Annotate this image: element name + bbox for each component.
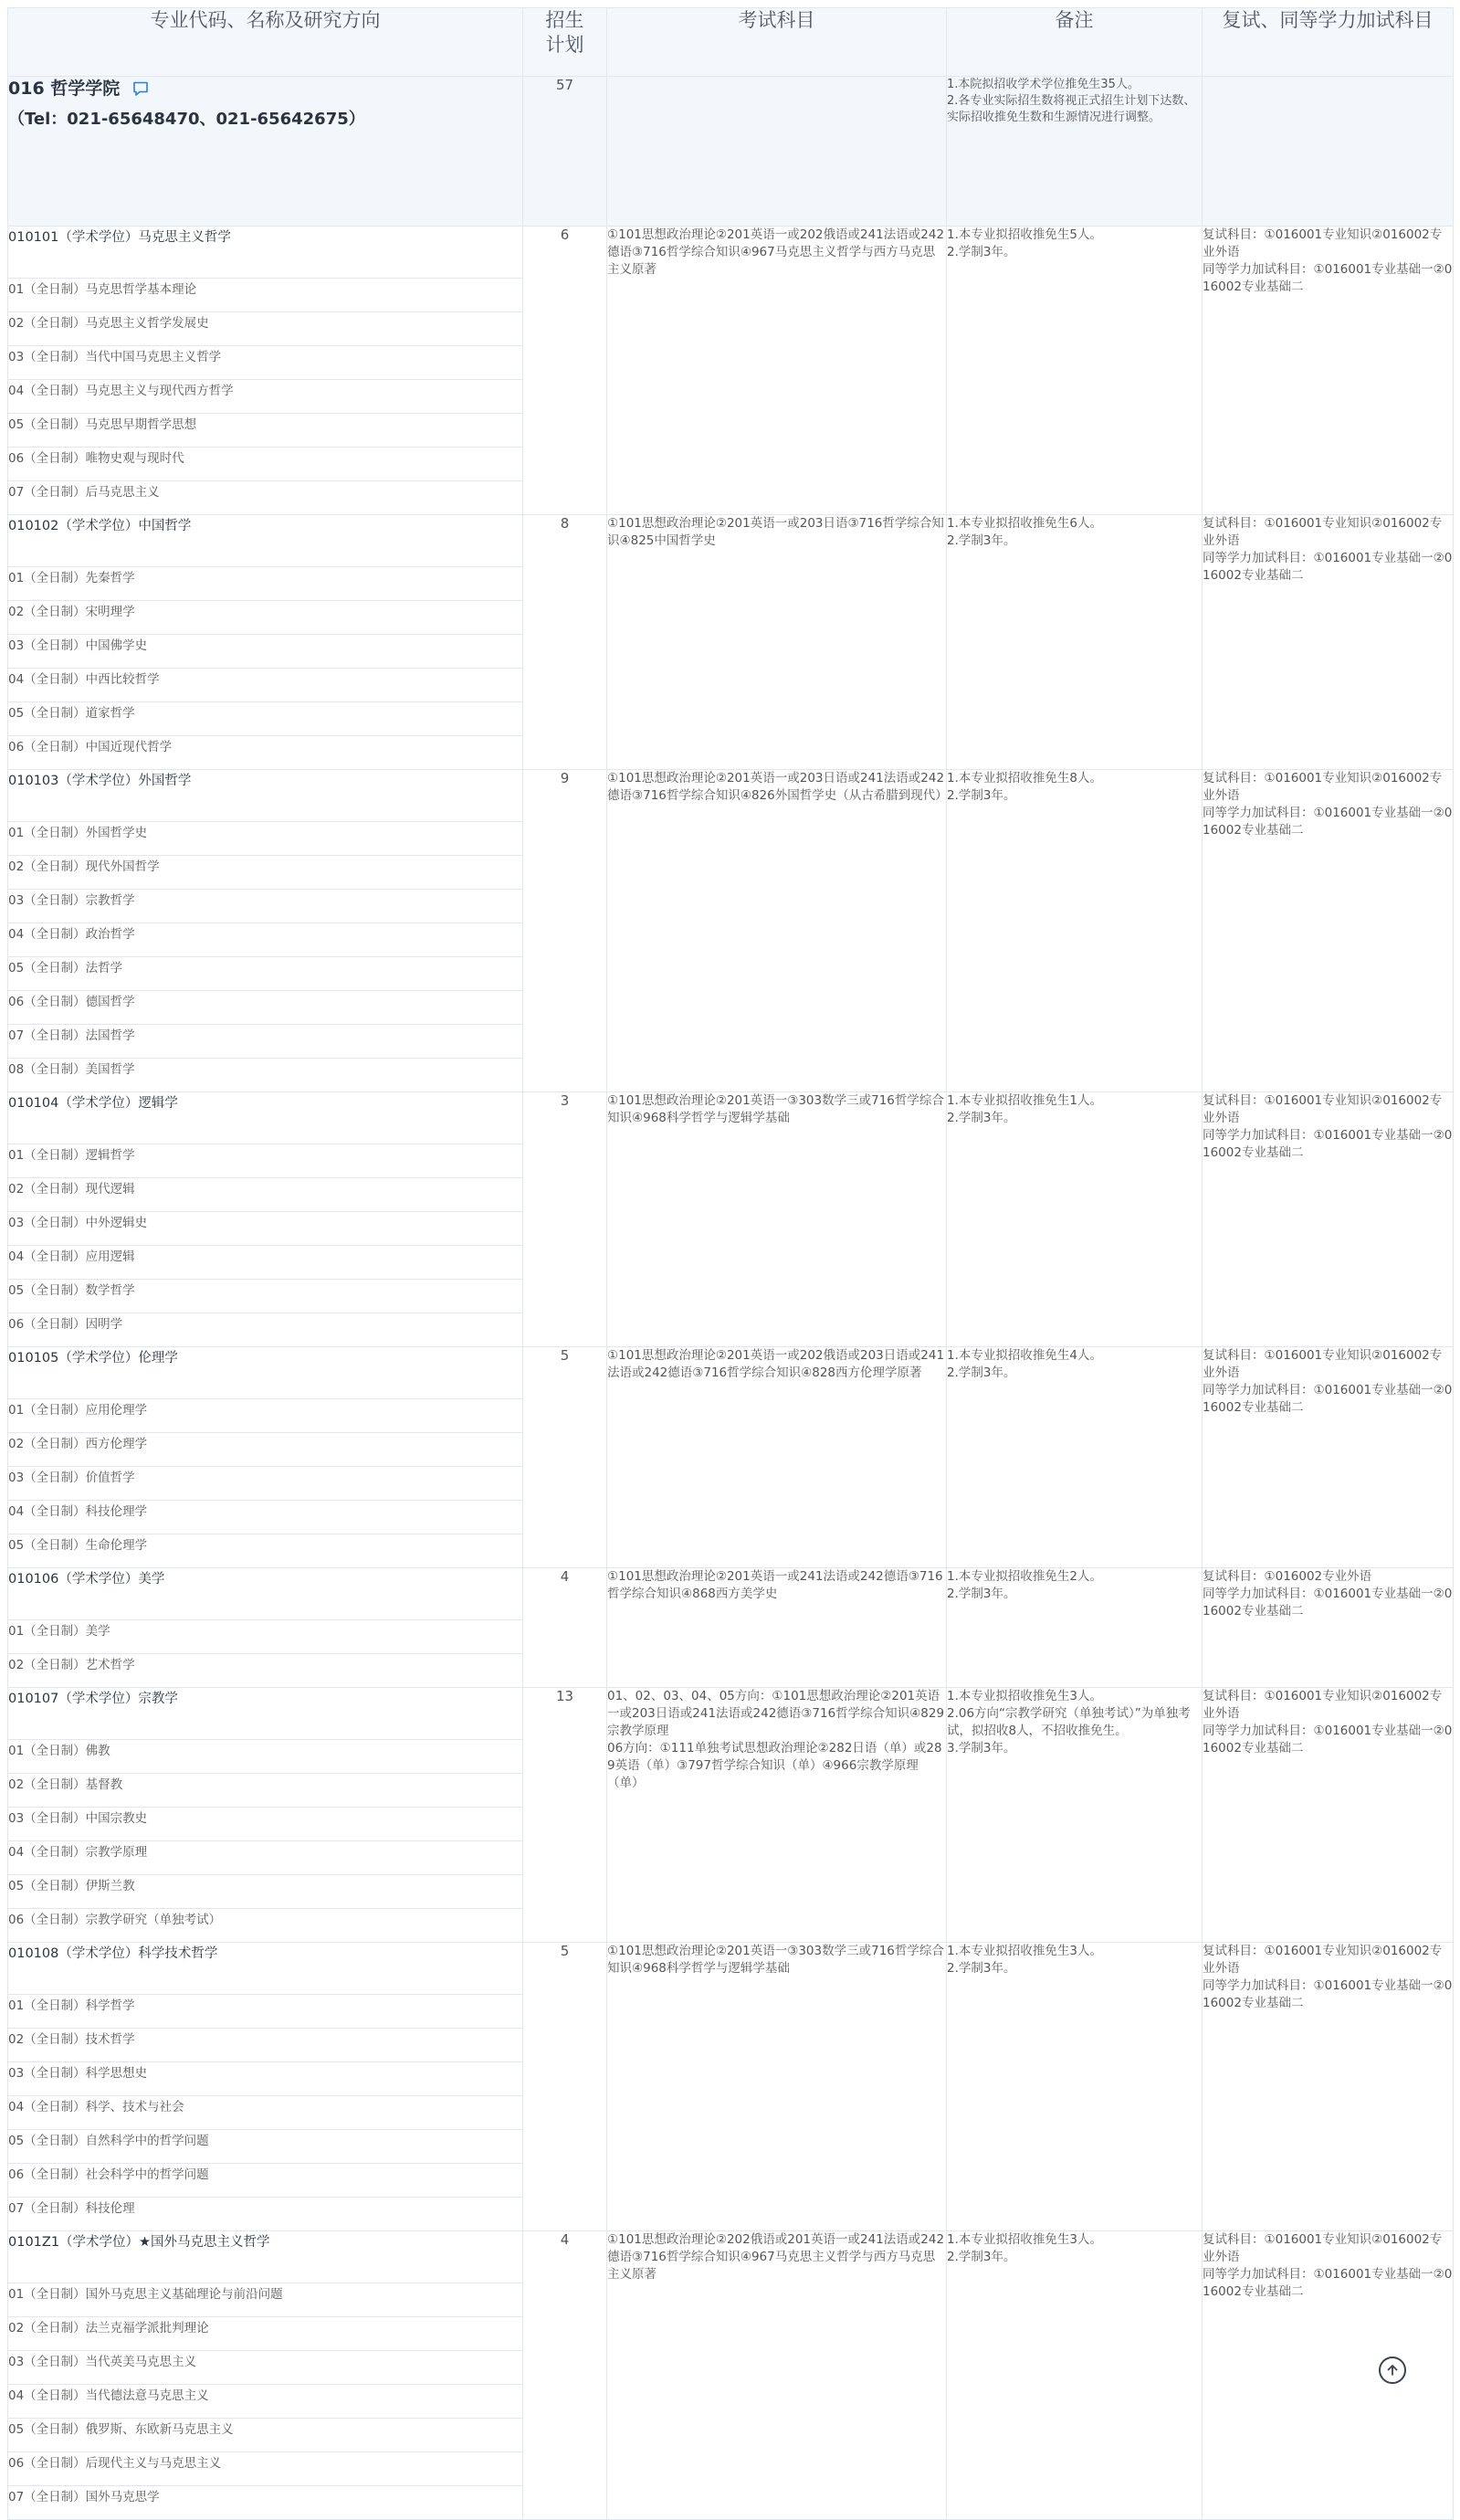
note-line: 2.学制3年。 xyxy=(947,1961,1016,1976)
direction-item: 06（全日制）因明学 xyxy=(8,1313,523,1347)
note-line: 1.本专业拟招收推免生3人。 xyxy=(947,1944,1102,1958)
retest-line: 复试科目：①016001专业知识②016002专业外语 xyxy=(1203,1348,1443,1380)
direction-item: 02（全日制）现代逻辑 xyxy=(8,1178,523,1212)
header-notes: 备注 xyxy=(947,8,1203,77)
major-row xyxy=(8,515,1454,567)
retest-line: 同等学力加试科目：①016001专业基础一②016002专业基础二 xyxy=(1203,262,1453,294)
direction-item: 01（全日制）应用伦理学 xyxy=(8,1399,523,1433)
direction-item: 04（全日制）科学、技术与社会 xyxy=(8,2096,523,2130)
retest-line: 同等学力加试科目：①016001专业基础一②016002专业基础二 xyxy=(1203,551,1453,583)
major-exam-subjects xyxy=(607,1688,947,1943)
major-quota: 4 xyxy=(523,2231,607,2520)
direction-item: 05（全日制）伊斯兰教 xyxy=(8,1875,523,1909)
header-exam: 考试科目 xyxy=(607,8,947,77)
major-quota: 5 xyxy=(523,1347,607,1568)
direction-item: 06（全日制）宗教学研究（单独考试） xyxy=(8,1909,523,1943)
direction-item: 02（全日制）现代外国哲学 xyxy=(8,856,523,890)
direction-item: 01（全日制）外国哲学史 xyxy=(8,822,523,856)
major-exam-subjects: ①101思想政治理论②201英语一③303数学三或716哲学综合知识④968科学哲学与逻辑学基础 xyxy=(607,1943,947,2231)
retest-line: 同等学力加试科目：①016001专业基础一②016002专业基础二 xyxy=(1203,1587,1453,1618)
direction-item: 05（全日制）生命伦理学 xyxy=(8,1534,523,1568)
direction-item: 05（全日制）自然科学中的哲学问题 xyxy=(8,2130,523,2164)
direction-item: 07（全日制）国外马克思学 xyxy=(8,2486,523,2520)
retest-line: 复试科目：①016001专业知识②016002专业外语 xyxy=(1203,516,1443,548)
direction-item: 01（全日制）美学 xyxy=(8,1620,523,1654)
major-title: 010103（学术学位）外国哲学 xyxy=(8,770,523,822)
direction-item: 03（全日制）当代中国马克思主义哲学 xyxy=(8,346,523,380)
direction-item: 02（全日制）法兰克福学派批判理论 xyxy=(8,2317,523,2351)
direction-item: 05（全日制）道家哲学 xyxy=(8,702,523,736)
major-retest-subjects xyxy=(1203,515,1454,770)
direction-item: 02（全日制）技术哲学 xyxy=(8,2029,523,2062)
direction-item: 02（全日制）基督教 xyxy=(8,1774,523,1808)
major-exam-subjects: ①101思想政治理论②201英语一或203日语③716哲学综合知识④825中国哲学史 xyxy=(607,515,947,770)
note-line: 1.本专业拟招收推免生3人。 xyxy=(947,1689,1102,1703)
department-tel: （Tel：021-65648470、021-65642675） xyxy=(8,110,365,129)
direction-item: 03（全日制）科学思想史 xyxy=(8,2062,523,2096)
major-title: 010107（学术学位）宗教学 xyxy=(8,1688,523,1740)
arrow-up-icon xyxy=(1385,2363,1400,2378)
header-quota-line2: 计划 xyxy=(545,34,584,56)
direction-item: 05（全日制）马克思早期哲学思想 xyxy=(8,414,523,448)
direction-item: 01（全日制）先秦哲学 xyxy=(8,567,523,601)
direction-item: 03（全日制）宗教哲学 xyxy=(8,890,523,923)
back-to-top-button[interactable] xyxy=(1379,2357,1406,2384)
department-exam-empty xyxy=(607,77,947,227)
department-notes xyxy=(947,77,1203,227)
major-retest-subjects xyxy=(1203,1568,1454,1688)
note-line: 1.本专业拟招收推免生1人。 xyxy=(947,1093,1102,1108)
major-quota: 13 xyxy=(523,1688,607,1943)
direction-item: 02（全日制）马克思主义哲学发展史 xyxy=(8,312,523,346)
note-line: 2.学制3年。 xyxy=(947,245,1016,259)
major-title: 010105（学术学位）伦理学 xyxy=(8,1347,523,1399)
note-line: 2.学制3年。 xyxy=(947,788,1016,803)
major-row xyxy=(8,1347,1454,1399)
major-row xyxy=(8,2231,1454,2283)
major-retest-subjects xyxy=(1203,1092,1454,1347)
note-line: 1.本专业拟招收推免生3人。 xyxy=(947,2232,1102,2247)
direction-item: 03（全日制）中外逻辑史 xyxy=(8,1212,523,1246)
major-exam-subjects: ①101思想政治理论②201英语一③303数学三或716哲学综合知识④968科学哲学与逻辑学基础 xyxy=(607,1092,947,1347)
note-line: 1.本专业拟招收推免生4人。 xyxy=(947,1348,1102,1363)
direction-item: 02（全日制）艺术哲学 xyxy=(8,1654,523,1688)
major-notes xyxy=(947,2231,1203,2520)
major-row xyxy=(8,227,1454,279)
major-notes xyxy=(947,515,1203,770)
direction-item: 07（全日制）法国哲学 xyxy=(8,1025,523,1059)
admissions-table xyxy=(7,7,1454,2520)
major-row xyxy=(8,1943,1454,1995)
direction-item: 06（全日制）中国近现代哲学 xyxy=(8,736,523,770)
direction-item: 04（全日制）宗教学原理 xyxy=(8,1841,523,1875)
retest-line: 同等学力加试科目：①016001专业基础一②016002专业基础二 xyxy=(1203,1978,1453,2010)
direction-item: 04（全日制）政治哲学 xyxy=(8,923,523,957)
retest-line: 复试科目：①016001专业知识②016002专业外语 xyxy=(1203,1944,1443,1976)
department-note-line: 1.本院拟招收学术学位推免生35人。 xyxy=(947,78,1140,91)
retest-line: 同等学力加试科目：①016001专业基础一②016002专业基础二 xyxy=(1203,1383,1453,1415)
direction-item: 03（全日制）中国佛学史 xyxy=(8,635,523,669)
major-row xyxy=(8,1688,1454,1740)
major-exam-subjects: ①101思想政治理论②201英语一或202俄语或203日语或241法语或242德语③716哲学综合知识④828西方伦理学原著 xyxy=(607,1347,947,1568)
direction-item: 04（全日制）当代德法意马克思主义 xyxy=(8,2385,523,2419)
major-title: 010108（学术学位）科学技术哲学 xyxy=(8,1943,523,1995)
note-line: 2.学制3年。 xyxy=(947,1365,1016,1380)
major-retest-subjects xyxy=(1203,227,1454,515)
major-row xyxy=(8,1092,1454,1144)
direction-item: 06（全日制）社会科学中的哲学问题 xyxy=(8,2164,523,2198)
major-notes xyxy=(947,1347,1203,1568)
retest-line: 同等学力加试科目：①016001专业基础一②016002专业基础二 xyxy=(1203,1128,1453,1160)
major-notes xyxy=(947,1688,1203,1943)
direction-item: 04（全日制）中西比较哲学 xyxy=(8,669,523,702)
note-line: 1.本专业拟招收推免生2人。 xyxy=(947,1569,1102,1584)
major-quota: 8 xyxy=(523,515,607,770)
major-notes xyxy=(947,1092,1203,1347)
major-row xyxy=(8,770,1454,822)
direction-item: 01（全日制）逻辑哲学 xyxy=(8,1144,523,1178)
major-notes xyxy=(947,770,1203,1092)
direction-item: 07（全日制）后马克思主义 xyxy=(8,481,523,515)
header-quota xyxy=(523,8,607,77)
note-line: 2.学制3年。 xyxy=(947,1587,1016,1601)
note-line: 1.本专业拟招收推免生8人。 xyxy=(947,771,1102,786)
direction-item: 03（全日制）当代英美马克思主义 xyxy=(8,2351,523,2385)
department-quota: 57 xyxy=(523,77,607,227)
major-notes xyxy=(947,1568,1203,1688)
retest-line: 复试科目：①016001专业知识②016002专业外语 xyxy=(1203,771,1443,803)
major-title: 010104（学术学位）逻辑学 xyxy=(8,1092,523,1144)
chat-bubble-icon[interactable] xyxy=(132,80,149,97)
direction-item: 06（全日制）后现代主义与马克思主义 xyxy=(8,2452,523,2486)
note-line: 2.学制3年。 xyxy=(947,533,1016,548)
major-title: 0101Z1（学术学位）★国外马克思主义哲学 xyxy=(8,2231,523,2283)
major-retest-subjects xyxy=(1203,1688,1454,1943)
retest-line: 复试科目：①016002专业外语 xyxy=(1203,1569,1372,1584)
retest-line: 同等学力加试科目：①016001专业基础一②016002专业基础二 xyxy=(1203,806,1453,838)
major-quota: 6 xyxy=(523,227,607,515)
direction-item: 04（全日制）科技伦理学 xyxy=(8,1501,523,1534)
direction-item: 05（全日制）数学哲学 xyxy=(8,1280,523,1313)
major-row xyxy=(8,1568,1454,1620)
direction-item: 01（全日制）马克思哲学基本理论 xyxy=(8,279,523,312)
retest-line: 复试科目：①016001专业知识②016002专业外语 xyxy=(1203,1093,1443,1125)
note-line: 3.学制3年。 xyxy=(947,1741,1016,1756)
direction-item: 01（全日制）国外马克思主义基础理论与前沿问题 xyxy=(8,2283,523,2317)
direction-item: 01（全日制）佛教 xyxy=(8,1740,523,1774)
note-line: 1.本专业拟招收推免生5人。 xyxy=(947,227,1102,242)
department-title xyxy=(8,77,522,100)
major-quota: 4 xyxy=(523,1568,607,1688)
table-header-row xyxy=(8,8,1454,77)
retest-line: 同等学力加试科目：①016001专业基础一②016002专业基础二 xyxy=(1203,1724,1453,1756)
exam-line: 06方向：①111单独考试思想政治理论②282日语（单）或289英语（单）③797哲学综合知识（单）④966宗教学原理（单） xyxy=(607,1741,942,1790)
exam-line: 01、02、03、04、05方向：①101思想政治理论②201英语一或203日语或241法语或242德语③716哲学综合知识④829宗教学原理 xyxy=(607,1689,945,1738)
department-row xyxy=(8,77,1454,227)
direction-item: 03（全日制）中国宗教史 xyxy=(8,1808,523,1841)
direction-item: 02（全日制）宋明理学 xyxy=(8,601,523,635)
major-quota: 3 xyxy=(523,1092,607,1347)
major-notes xyxy=(947,1943,1203,2231)
direction-item: 07（全日制）科技伦理 xyxy=(8,2198,523,2231)
direction-item: 01（全日制）科学哲学 xyxy=(8,1995,523,2029)
direction-item: 06（全日制）德国哲学 xyxy=(8,991,523,1025)
direction-item: 05（全日制）俄罗斯、东欧新马克思主义 xyxy=(8,2419,523,2452)
major-exam-subjects: ①101思想政治理论②201英语一或241法语或242德语③716哲学综合知识④868西方美学史 xyxy=(607,1568,947,1688)
note-line: 2.学制3年。 xyxy=(947,2250,1016,2264)
major-exam-subjects: ①101思想政治理论②201英语一或202俄语或241法语或242德语③716哲学综合知识④967马克思主义哲学与西方马克思主义原著 xyxy=(607,227,947,515)
major-quota: 5 xyxy=(523,1943,607,2231)
major-notes xyxy=(947,227,1203,515)
header-quota-line1: 招生 xyxy=(545,9,584,31)
major-exam-subjects: ①101思想政治理论②201英语一或203日语或241法语或242德语③716哲学综合知识④826外国哲学史（从古希腊到现代） xyxy=(607,770,947,1092)
direction-item: 03（全日制）价值哲学 xyxy=(8,1467,523,1501)
note-line: 2.06方向“宗教学研究（单独考试）”为单独考试，拟招收8人，不招收推免生。 xyxy=(947,1706,1191,1738)
note-line: 1.本专业拟招收推免生6人。 xyxy=(947,516,1102,531)
major-retest-subjects xyxy=(1203,1943,1454,2231)
direction-item: 08（全日制）美国哲学 xyxy=(8,1059,523,1092)
retest-line: 复试科目：①016001专业知识②016002专业外语 xyxy=(1203,227,1443,259)
note-line: 2.学制3年。 xyxy=(947,1111,1016,1125)
department-note-line: 2.各专业实际招生数将视正式招生计划下达数、实际招收推免生数和生源情况进行调整。 xyxy=(947,94,1196,124)
major-quota: 9 xyxy=(523,770,607,1092)
major-exam-subjects: ①101思想政治理论②202俄语或201英语一或241法语或242德语③716哲学综合知识④967马克思主义哲学与西方马克思主义原著 xyxy=(607,2231,947,2520)
direction-item: 04（全日制）应用逻辑 xyxy=(8,1246,523,1280)
department-name: 016 哲学学院 xyxy=(8,79,121,99)
header-retest: 复试、同等学力加试科目 xyxy=(1203,8,1454,77)
direction-item: 05（全日制）法哲学 xyxy=(8,957,523,991)
direction-item: 02（全日制）西方伦理学 xyxy=(8,1433,523,1467)
major-title: 010101（学术学位）马克思主义哲学 xyxy=(8,227,523,279)
retest-line: 复试科目：①016001专业知识②016002专业外语 xyxy=(1203,1689,1443,1721)
major-retest-subjects xyxy=(1203,1347,1454,1568)
retest-line: 同等学力加试科目：①016001专业基础一②016002专业基础二 xyxy=(1203,2267,1453,2299)
major-retest-subjects xyxy=(1203,770,1454,1092)
major-title: 010102（学术学位）中国哲学 xyxy=(8,515,523,567)
department-cell xyxy=(8,77,523,227)
header-major: 专业代码、名称及研究方向 xyxy=(8,8,523,77)
major-retest-subjects xyxy=(1203,2231,1454,2520)
direction-item: 06（全日制）唯物史观与现时代 xyxy=(8,448,523,481)
department-retest-empty xyxy=(1203,77,1454,227)
direction-item: 04（全日制）马克思主义与现代西方哲学 xyxy=(8,380,523,414)
retest-line: 复试科目：①016001专业知识②016002专业外语 xyxy=(1203,2232,1443,2264)
major-title: 010106（学术学位）美学 xyxy=(8,1568,523,1620)
